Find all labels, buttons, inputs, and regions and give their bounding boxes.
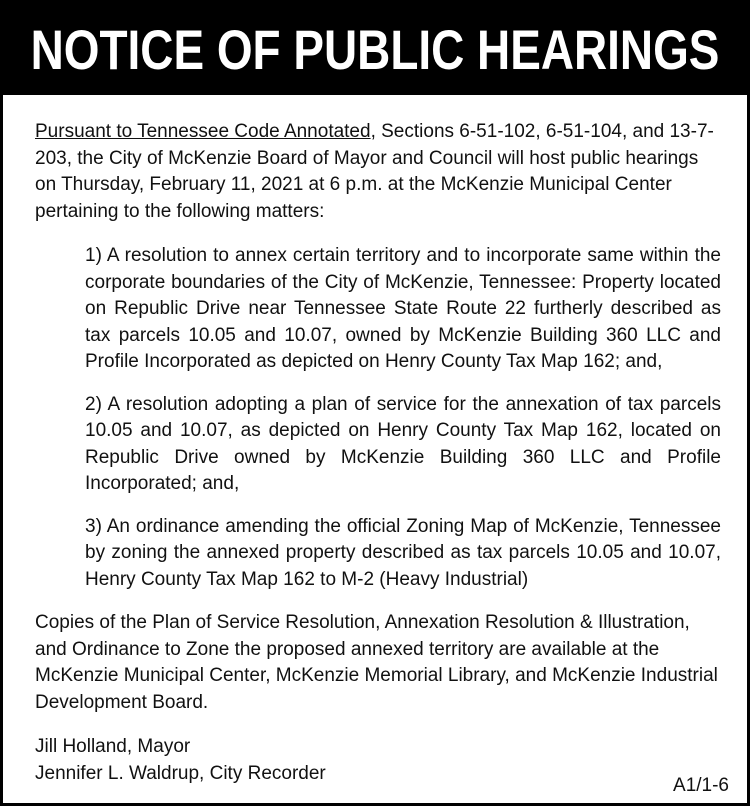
publication-reference: A1/1-6 bbox=[673, 775, 729, 796]
hearing-item-3: 3) An ordinance amending the official Zoning Map of McKenzie, Tennessee by zoning the annexed property described as tax parcels 10.05 and 10.07, Henry County Tax Map 162 to M-2 (Heavy Industrial) bbox=[85, 515, 721, 590]
notice-banner bbox=[3, 3, 747, 95]
intro-paragraph bbox=[35, 119, 721, 225]
hearing-item-1: 1) A resolution to annex certain territory and to incorporate same within the corporate boundaries of the City of McKenzie, Tennessee: Property located on Republic Drive near Tennessee State Route 22 furtherly described as tax parcels 10.05 and 10.07, owned by McKenzie Building 360 LLC and Profile Incorporated as depicted on Henry County Tax Map 162; and, bbox=[85, 245, 721, 372]
copies-paragraph: Copies of the Plan of Service Resolution, Annexation Resolution & Illustration, and Ordinance to Zone the proposed annexed territory are available at the McKenzie Municipal Center, McKenzie Memorial Library, and McKenzie Industrial Development Board. bbox=[35, 612, 718, 713]
statute-citation: Pursuant to Tennessee Code Annotated bbox=[35, 121, 371, 142]
intro-text: , Sections 6-51-102, 6-51-104, and 13-7-203, the City of McKenzie Board of Mayor and Council will host public hearings on Thursday, February 11, 2021 at 6 p.m. at the McKenzie Municipal Center pertaining to the following matters: bbox=[35, 121, 714, 222]
notice-body bbox=[35, 119, 721, 787]
hearing-item-2: 2) A resolution adopting a plan of service for the annexation of tax parcels 10.05 and 10.07, as depicted on Henry County Tax Map 162, located on Republic Drive owned by McKenzie Building 360 LLC and Profile Incorporated; and, bbox=[85, 393, 721, 494]
notice-heading: NOTICE OF PUBLIC HEARINGS bbox=[30, 18, 720, 81]
signature-recorder: Jennifer L. Waldrup, City Recorder bbox=[35, 762, 326, 784]
signature-mayor: Jill Holland, Mayor bbox=[35, 736, 191, 757]
signature-block bbox=[35, 734, 721, 787]
